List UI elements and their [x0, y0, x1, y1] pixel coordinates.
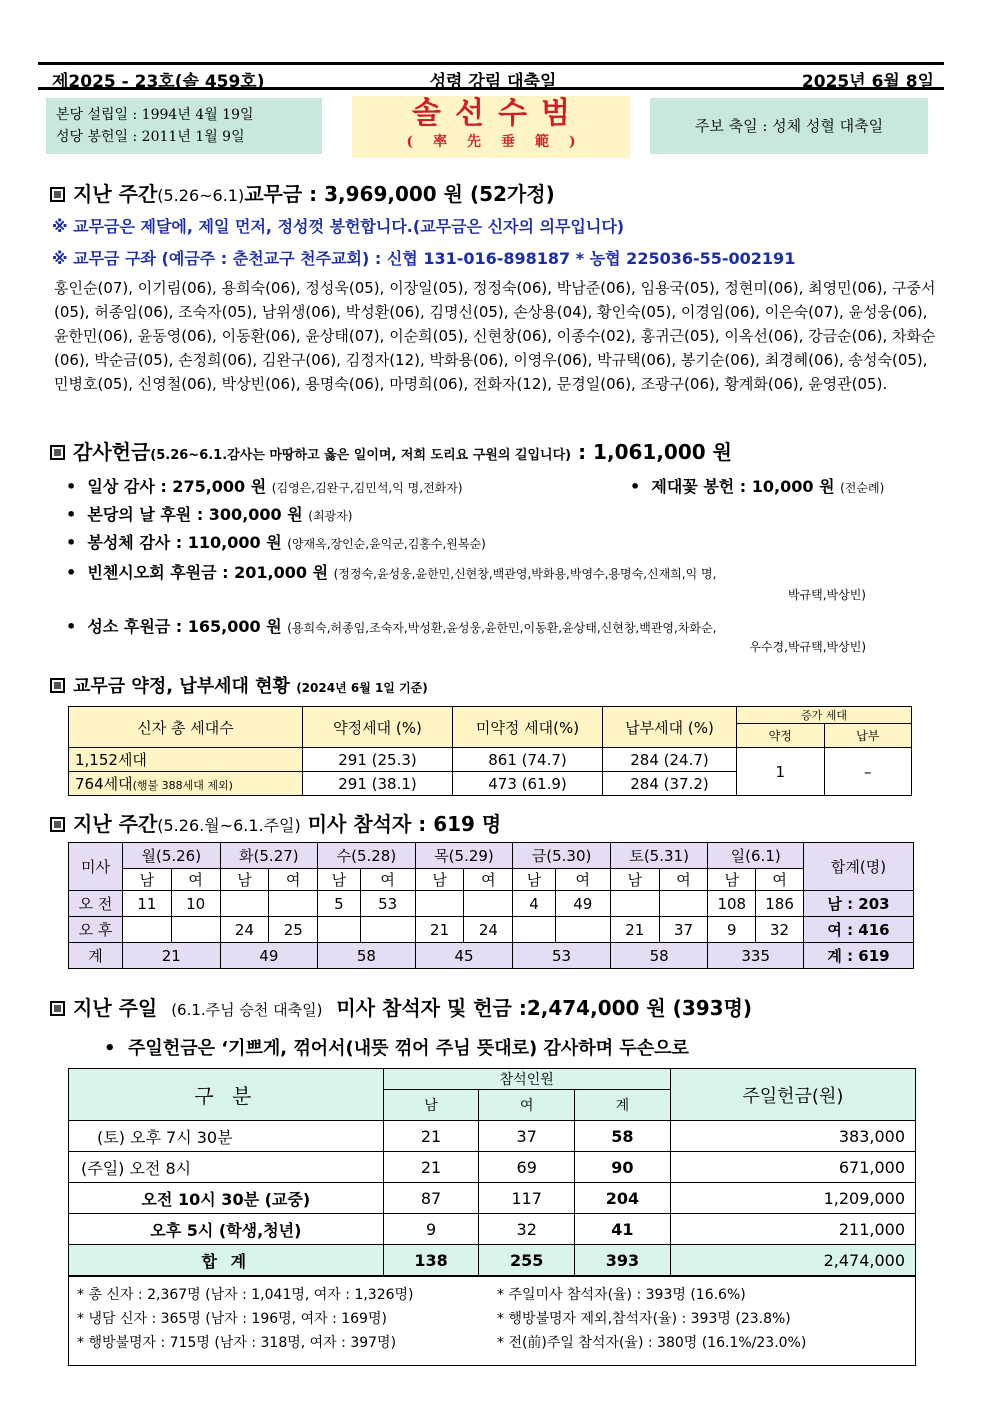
cell-pm [123, 917, 172, 943]
day-sum: 335 [708, 943, 804, 969]
table-row: 오후 5시 (학생,청년) 9 32 41 211,000 [69, 1214, 916, 1245]
cell-am: 108 [708, 891, 756, 917]
col-female: 여 [464, 869, 513, 891]
increase-pledged-value: 1 [737, 748, 825, 796]
col-category: 구 분 [69, 1069, 384, 1121]
day-sum: 58 [610, 943, 708, 969]
col-male: 남 [708, 869, 756, 891]
table-row: 오전 10시 30분 (교중) 87 117 204 1,209,000 [69, 1183, 916, 1214]
table-row: 계 21 49 58 45 53 58 335 계 : 619 [69, 943, 914, 969]
parish-stats [68, 1276, 916, 1366]
dedication-date: 성당 봉헌일 : 2011년 1월 9일 [56, 129, 245, 145]
cell-pm: 24 [464, 917, 513, 943]
col-increase-paid: 납부 [824, 724, 912, 748]
col-female: 여 [756, 869, 804, 891]
cell-pm: 21 [415, 917, 464, 943]
feast-box: 주보 축일 : 성체 성혈 대축일 [650, 98, 928, 154]
col-male: 남 [513, 869, 555, 891]
theme-box [352, 96, 630, 158]
table-row: 오 전 11 10 5 53 4 49 108 186 남 : 203 [69, 891, 914, 917]
cell-pm [318, 917, 360, 943]
col-total: 합계(명) [804, 843, 914, 891]
cell-am: 11 [123, 891, 172, 917]
col-female: 여 [269, 869, 318, 891]
col-pledged: 약정세대 (%) [303, 707, 453, 748]
cell-pm: 9 [708, 917, 756, 943]
col-male: 남 [383, 1090, 479, 1121]
col-male: 남 [318, 869, 360, 891]
col-total-households: 신자 총 세대수 [69, 707, 303, 748]
square-bullet-icon [50, 445, 65, 460]
pledge-heading: 교무금 약정, 납부세대 현황 (2024년 6월 1일 기준) [50, 672, 428, 698]
col-attendance: 참석인원 [383, 1069, 670, 1090]
thanks-item-altar-flowers: • 제대꽃 봉헌 : 10,000 원 (전순례) [630, 477, 885, 496]
square-bullet-icon [50, 678, 65, 693]
donor-list: 홍인순(07), 이기림(06), 용희숙(06), 정성욱(05), 이장일(05), 정정숙(06), 박남준(06), 임용국(05), 정현미(06), 최영민(06), 구중서(05), 허종임(06), 조숙자(05), 남위생(06), 박성환(06), 김명신(05), 손상용(04), 황인숙(05), 이경임(06), 이은숙(07), 윤성웅(06), 윤한민(06), 윤동영(06), 이동환(06), 윤상태(07), 이순희(05), 신현창(06), 이종수(02), 홍귀근(05), 이옥선(06), 강금순(06), 차화순(06), 박순금(05), 손정희(06), 김완구(06), 김정자(12), 박화용(06), 이영우(06), 박규택(06), 봉기순(06), 최경혜(06), 송성숙(05), 민병호(05), 신영철(06), 박상빈(06), 용명숙(06), 마명희(06), 전화자(12), 문경일(06), 조광구(06), 황계화(06), 윤영관(05). [54, 279, 936, 393]
thanks-item-vocation: • 성소 후원금 : 165,000 원 (용희숙,허종임,조숙자,박성환,윤성웅,윤한민,이동환,윤상태,신현창,백관영,차화순, [66, 617, 717, 636]
thanks-heading: 감사헌금(5.26~6.1.감사는 마땅하고 옳은 일이며, 저희 도리요 구원의 길입니다) : 1,061,000 원 [50, 436, 732, 465]
sunday-heading: 지난 주일 (6.1.주님 승천 대축일) 미사 참석자 및 헌금 :2,474,000 원 (393명) [50, 992, 752, 1021]
founding-date: 본당 설립일 : 1994년 4월 19일 [56, 107, 254, 123]
col-day-thu: 목(5.29) [415, 843, 513, 869]
cell-pm [555, 917, 610, 943]
thanks-item-vocation-note-cont: 우수경,박규택,박상빈) [749, 640, 866, 654]
total-male: 남 : 203 [804, 891, 914, 917]
table-row [69, 869, 914, 891]
sunday-table [68, 1068, 916, 1276]
total-female: 여 : 416 [804, 917, 914, 943]
mass-attendance-table [68, 842, 914, 969]
theme-hanja: (率先垂範) [406, 134, 596, 150]
col-male: 남 [415, 869, 464, 891]
col-offering: 주일헌금(원) [670, 1069, 915, 1121]
cell-am: 49 [555, 891, 610, 917]
col-day-mon: 월(5.26) [123, 843, 221, 869]
table-row: 1,152세대 291 (25.3) 861 (74.7) 284 (24.7) 1 – [69, 748, 912, 772]
thanks-item-vincent-note-cont: 박규택,박상빈) [787, 588, 866, 602]
col-female: 여 [171, 869, 220, 891]
pledge-table [68, 706, 912, 796]
col-female: 여 [479, 1090, 575, 1121]
increase-paid-value: – [824, 748, 912, 796]
issue-number: 제2025 - 23호(솔 459호) [52, 72, 265, 92]
cell-am [659, 891, 708, 917]
cell-am: 53 [360, 891, 415, 917]
col-day-sat: 토(5.31) [610, 843, 708, 869]
cell-am [415, 891, 464, 917]
sunday-offering-note: • 주일헌금은 ‘기쁘게, 꺾어서(내뜻 꺾어 주님 뜻대로) 감사하며 두손으로 [104, 1038, 689, 1059]
dues-heading: 지난 주간(5.26~6.1)교무금 : 3,969,000 원 (52가정) [50, 178, 555, 207]
day-sum: 58 [318, 943, 416, 969]
col-female: 여 [659, 869, 708, 891]
total-all: 계 : 619 [804, 943, 914, 969]
cell-pm [171, 917, 220, 943]
top-bar [38, 62, 944, 90]
col-unpledged: 미약정 세대(%) [453, 707, 603, 748]
square-bullet-icon [50, 1001, 65, 1016]
col-day-sun: 일(6.1) [708, 843, 804, 869]
thanks-item-communion: • 봉성체 감사 : 110,000 원 (양재옥,장인순,윤익군,김홍수,원복순) [66, 533, 486, 552]
table-row-total: 합 계 138 255 393 2,474,000 [69, 1245, 916, 1276]
cell-pm: 37 [659, 917, 708, 943]
square-bullet-icon [50, 187, 65, 202]
col-increase-pledged: 약정 [737, 724, 825, 748]
mass-heading: 지난 주간(5.26.월~6.1.주일) 미사 참석자 : 619 명 [50, 808, 501, 837]
thanks-item-daily: • 일상 감사 : 275,000 원 (김영은,김완구,김민석,익 명,전화자) [66, 477, 463, 496]
col-female: 여 [555, 869, 610, 891]
dues-note-1: ※ 교무금은 제달에, 제일 먼저, 정성껏 봉헌합니다.(교무금은 신자의 의무입니다) [52, 217, 625, 236]
col-sum: 계 [575, 1090, 671, 1121]
cell-am [610, 891, 659, 917]
cell-am [220, 891, 269, 917]
cell-am: 10 [171, 891, 220, 917]
stats-row: * 총 신자 : 2,367명 (남자 : 1,041명, 여자 : 1,326명) * 주일미사 참석자(율) : 393명 (16.6%) [77, 1287, 746, 1303]
issue-date: 2025년 6월 8일 [801, 72, 934, 92]
col-male: 남 [123, 869, 172, 891]
cell-pm: 24 [220, 917, 269, 943]
col-paid: 납부세대 (%) [603, 707, 737, 748]
col-day-fri: 금(5.30) [513, 843, 611, 869]
table-row: (토) 오후 7시 30분 21 37 58 383,000 [69, 1121, 916, 1152]
col-day-tue: 화(5.27) [220, 843, 318, 869]
cell-pm: 25 [269, 917, 318, 943]
col-increase: 증가 세대 [737, 707, 912, 724]
col-male: 남 [220, 869, 269, 891]
day-sum: 45 [415, 943, 513, 969]
table-row: 764세대(행불 388세대 제외) 291 (38.1) 473 (61.9) 284 (37.2) [69, 772, 912, 796]
col-mass: 미사 [69, 843, 123, 891]
cell-pm [360, 917, 415, 943]
cell-pm: 32 [756, 917, 804, 943]
feast-title: 성령 강림 대축일 [429, 72, 557, 92]
theme-title: 솔선수범 [412, 96, 584, 131]
cell-am: 186 [756, 891, 804, 917]
table-row: 오 후 24 25 21 24 21 37 9 32 여 : 416 [69, 917, 914, 943]
day-sum: 53 [513, 943, 611, 969]
day-sum: 21 [123, 943, 221, 969]
cell-am [464, 891, 513, 917]
col-day-wed: 수(5.28) [318, 843, 416, 869]
cell-am: 5 [318, 891, 360, 917]
dues-note-2: ※ 교무금 구좌 (예금주 : 춘천교구 천주교회) : 신협 131-016-898187 * 농협 225036-55-002191 [52, 249, 796, 268]
square-bullet-icon [50, 817, 65, 832]
day-sum: 49 [220, 943, 318, 969]
stats-row: * 냉담 신자 : 365명 (남자 : 196명, 여자 : 169명) * 행방불명자 제외,참석자(율) : 393명 (23.8%) [77, 1311, 791, 1327]
cell-am: 4 [513, 891, 555, 917]
col-female: 여 [360, 869, 415, 891]
cell-am [269, 891, 318, 917]
stats-row: * 행방불명자 : 715명 (남자 : 318명, 여자 : 397명) * 전(前)주일 참석자(율) : 380명 (16.1%/23.0%) [77, 1335, 807, 1351]
thanks-item-vincent: • 빈첸시오회 후원금 : 201,000 원 (정정숙,윤성웅,윤한민,신현창,백관영,박화용,박영수,용명숙,신재희,익 명, [66, 563, 717, 582]
cell-pm [513, 917, 555, 943]
thanks-item-parish-day: • 본당의 날 후원 : 300,000 원 (최광자) [66, 505, 353, 524]
founding-info [46, 98, 322, 154]
table-row: (주일) 오전 8시 21 69 90 671,000 [69, 1152, 916, 1183]
cell-pm: 21 [610, 917, 659, 943]
col-male: 남 [610, 869, 659, 891]
